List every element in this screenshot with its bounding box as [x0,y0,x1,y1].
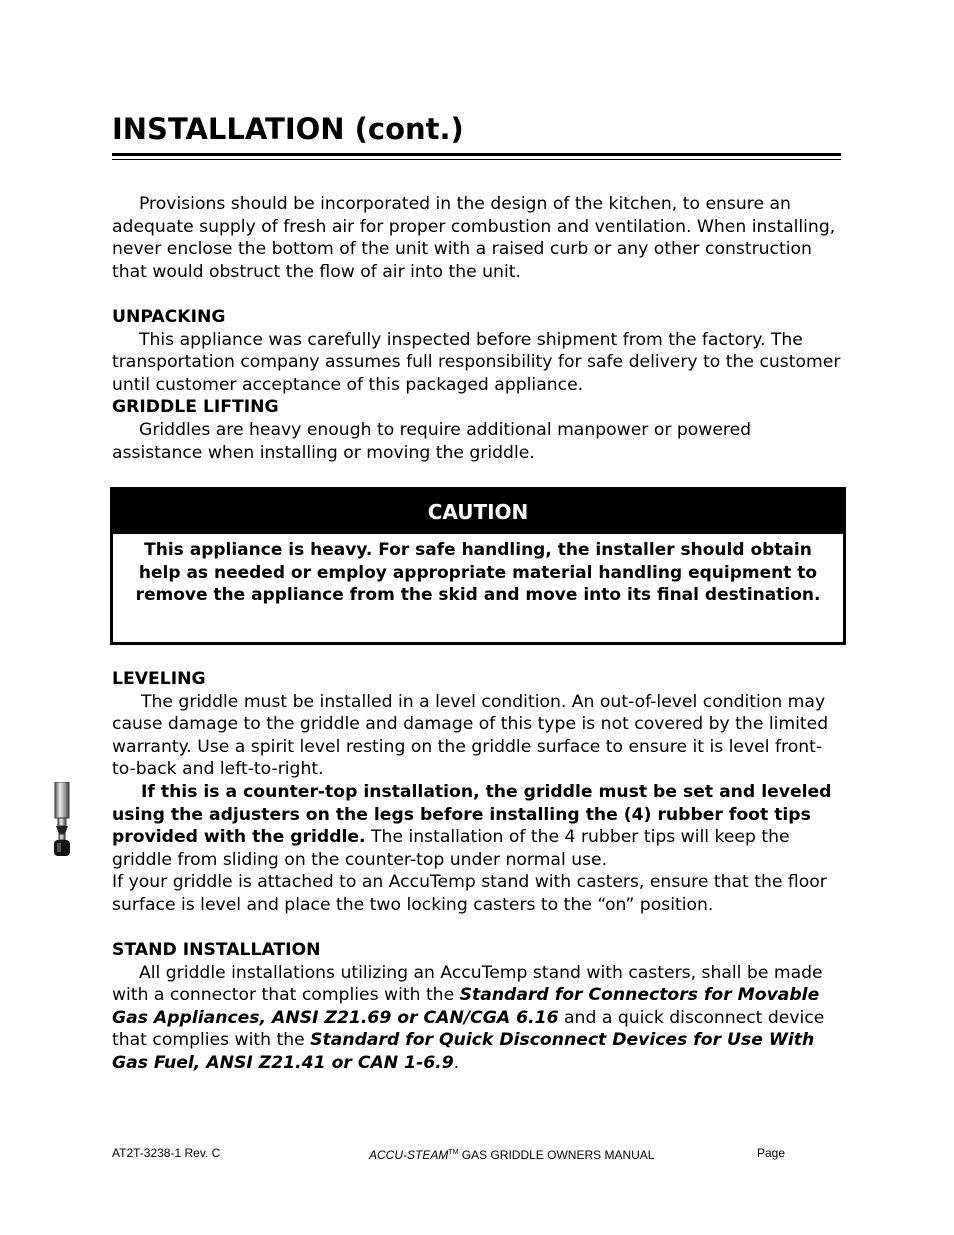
footer-manual: GAS GRIDDLE OWNERS MANUAL [458,1148,655,1162]
stand-text [112,962,841,1075]
footer-page: Page [757,1146,786,1160]
quick-disconnect-standard: Standard for Quick Disconnect Devices for Use With Gas Fuel, ANSI Z21.41 or CAN 1-6.9 [112,1030,815,1073]
caution-title: CAUTION [113,490,843,534]
leveling-bold-text: If this is a counter-top installation, the griddle must be set and leveled using the adjusters on the legs before installing the (4) rubber foot tips provided with the griddle. [112,781,832,848]
leveling-heading: LEVELING [112,669,206,689]
intro-paragraph: Provisions should be incorporated in the design of the kitchen, to ensure an adequate supply of fresh air for proper combustion and ventilation. When installing, never enclose the bottom of the unit with a raised curb or any other construction that would obstruct the flow of air into the unit. [112,194,836,282]
footer-manual-title [369,1146,654,1162]
stand-text-part2: and a quick disconnect device that complies with the [112,1007,825,1051]
stand-text-part1: All griddle installations utilizing an AccuTemp stand with casters, shall be made with a connector that complies with the [112,962,823,1006]
connector-standard: Standard for Connectors for Movable Gas Appliances, ANSI Z21.69 or CAN/CGA 6.16 [112,985,820,1028]
footer-doc-number: AT2T-3238-1 Rev. C [112,1146,221,1160]
footer-trademark: TM [448,1149,459,1156]
stand-section [112,939,841,1075]
lifting-heading: GRIDDLE LIFTING [112,397,279,418]
leveling-section [112,668,841,917]
title-divider [112,153,841,160]
leveling-text: The griddle must be installed in a level condition. An out-of-level condition may cause damage to the griddle and damage of this type is not covered by the limited warranty. Use a spirit level resting on the griddle surface to ensure it is level front-to-back and left-to-right. [112,691,829,780]
leveling-leg-icon [51,782,73,860]
leveling-casters-text: If your griddle is attached to an AccuTemp stand with casters, ensure that the floor surface is level and place the two locking casters to the “on” position. [112,872,827,915]
leveling-counter-top-paragraph [112,781,841,871]
leveling-rubber-tips-text: The installation of the 4 rubber tips will keep the griddle from sliding on the counter-top under normal use. [112,827,790,870]
stand-text-part3: . [453,1052,460,1073]
page-title: INSTALLATION (cont.) [112,112,464,146]
unpacking-heading: UNPACKING [112,307,226,327]
lifting-text: Griddles are heavy enough to require additional manpower or powered assistance when installing or moving the griddle. [112,419,752,463]
footer-brand: ACCU-STEAM [369,1148,449,1162]
caution-box [110,487,846,645]
caution-text: This appliance is heavy. For safe handling, the installer should obtain help as needed or employ appropriate material handling equipment to remove the appliance from the skid and move into its final destination. [135,540,821,606]
stand-heading: STAND INSTALLATION [112,940,321,960]
unpacking-text: This appliance was carefully inspected before shipment from the factory. The transportation company assumes full responsibility for safe delivery to the customer until customer acceptance of this packaged appliance. [112,329,841,395]
unpacking-section [112,306,841,464]
